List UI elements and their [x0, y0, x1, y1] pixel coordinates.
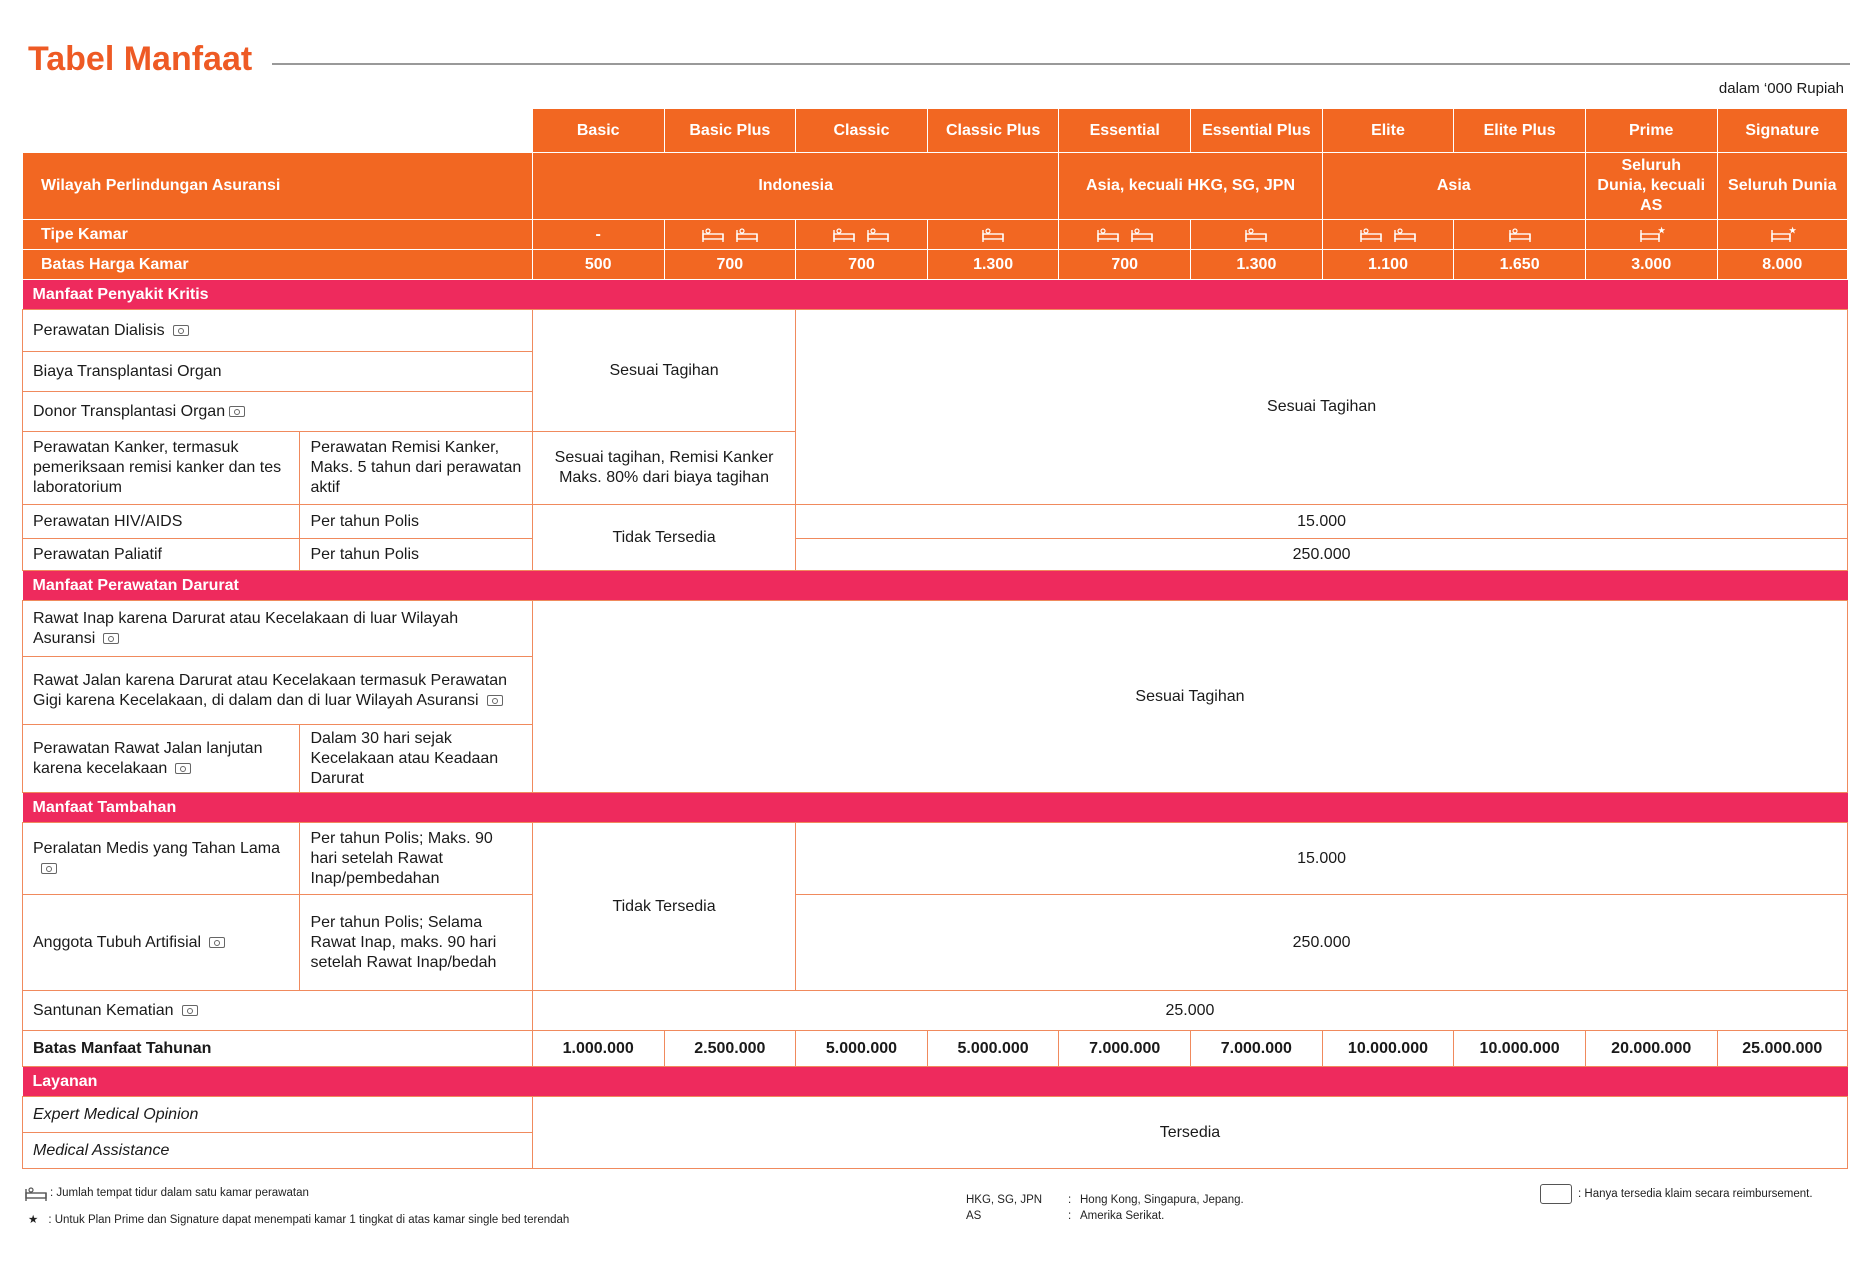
benefit-label — [23, 657, 533, 725]
tipe-kamar-row — [23, 220, 1848, 250]
benefit-value: Sesuai Tagihan — [796, 310, 1848, 505]
plan-header: Prime — [1585, 109, 1717, 153]
plan-header: Basic Plus — [664, 109, 796, 153]
service-label: Medical Assistance — [23, 1133, 533, 1169]
table-row — [23, 991, 1848, 1031]
benefit-label: Biaya Transplantasi Organ — [23, 352, 533, 392]
room-icons — [1059, 220, 1191, 250]
footnote-bed — [24, 1186, 309, 1200]
benefit-value: Tidak Tersedia — [532, 823, 795, 991]
annual-limit-row — [23, 1031, 1848, 1067]
title-divider — [272, 63, 1850, 65]
wilayah-value: Asia — [1322, 153, 1585, 220]
footnote-reimbursement — [1540, 1184, 1813, 1204]
harga-value: 1.300 — [1191, 250, 1323, 280]
table-row — [23, 539, 1848, 571]
harga-value: 700 — [1059, 250, 1191, 280]
service-value: Tersedia — [532, 1097, 1847, 1169]
benefit-text: Rawat Inap karena Darurat atau Kecelakaan di luar Wilayah Asuransi — [33, 609, 459, 647]
abbr-value: Hong Kong, Singapura, Jepang. — [1080, 1194, 1244, 1206]
plan-header-row — [23, 109, 1848, 153]
bed-icon — [701, 227, 725, 241]
svg-text:★: ★ — [1658, 226, 1666, 236]
benefit-label — [23, 823, 300, 895]
reimbursement-icon — [103, 633, 119, 644]
service-label: Expert Medical Opinion — [23, 1097, 533, 1133]
plan-header: Essential Plus — [1191, 109, 1323, 153]
benefit-condition: Per tahun Polis; Selama Rawat Inap, maks. 90 hari setelah Rawat Inap/bedah — [300, 895, 532, 991]
page-title: Tabel Manfaat — [28, 40, 253, 78]
footnote-star — [28, 1212, 569, 1226]
wilayah-value: Indonesia — [532, 153, 1059, 220]
annual-limit-value: 25.000.000 — [1717, 1031, 1847, 1067]
footnote-text: : Jumlah tempat tidur dalam satu kamar perawatan — [50, 1187, 309, 1200]
reimbursement-icon — [209, 937, 225, 948]
annual-limit-value: 1.000.000 — [532, 1031, 664, 1067]
benefit-text: Perawatan Dialisis — [33, 321, 165, 339]
benefit-label: Perawatan HIV/AIDS — [23, 505, 300, 539]
wilayah-label: Wilayah Perlindungan Asuransi — [23, 153, 533, 220]
wilayah-value: Seluruh Dunia, kecuali AS — [1585, 153, 1717, 220]
bed-icon — [1508, 227, 1532, 241]
benefit-label — [23, 991, 533, 1031]
benefit-label — [23, 895, 300, 991]
section-header — [23, 793, 1848, 823]
harga-value: 1.300 — [927, 250, 1059, 280]
room-icons — [1322, 220, 1454, 250]
annual-limit-value: 20.000.000 — [1585, 1031, 1717, 1067]
section-header — [23, 1067, 1848, 1097]
benefit-condition: Per tahun Polis — [300, 505, 532, 539]
footnote-text: : Untuk Plan Prime dan Signature dapat menempati kamar 1 tingkat di atas kamar single bed terendah — [48, 1214, 570, 1226]
annual-limit-value: 7.000.000 — [1191, 1031, 1323, 1067]
plan-header: Signature — [1717, 109, 1847, 153]
section-header — [23, 280, 1848, 310]
benefit-value: 250.000 — [796, 895, 1848, 991]
room-icons — [796, 220, 928, 250]
benefit-condition: Per tahun Polis; Maks. 90 hari setelah Rawat Inap/pembedahan — [300, 823, 532, 895]
annual-limit-value: 10.000.000 — [1454, 1031, 1586, 1067]
bed-icon — [981, 227, 1005, 241]
footnote-text: : Hanya tersedia klaim secara reimbursement. — [1578, 1188, 1813, 1201]
benefit-condition: Per tahun Polis — [300, 539, 532, 571]
abbr-key: HKG, SG, JPN — [966, 1194, 1043, 1206]
annual-limit-value: 2.500.000 — [664, 1031, 796, 1067]
plan-header: Basic — [532, 109, 664, 153]
reimbursement-icon — [487, 695, 503, 706]
star-icon: ★ — [28, 1214, 39, 1226]
plan-header: Classic Plus — [927, 109, 1059, 153]
harga-value: 500 — [532, 250, 664, 280]
room-icons — [927, 220, 1059, 250]
harga-value: 1.100 — [1322, 250, 1454, 280]
harga-value: 8.000 — [1717, 250, 1847, 280]
reimbursement-icon — [182, 1005, 198, 1016]
wilayah-row — [23, 153, 1848, 220]
bed-icon — [1393, 227, 1417, 241]
benefit-condition: Perawatan Remisi Kanker, Maks. 5 tahun dari perawatan aktif — [300, 432, 532, 505]
harga-value: 3.000 — [1585, 250, 1717, 280]
section-title: Manfaat Perawatan Darurat — [23, 571, 1848, 601]
benefit-label — [23, 392, 533, 432]
benefit-value: Sesuai Tagihan — [532, 310, 795, 432]
benefit-value: 25.000 — [532, 991, 1847, 1031]
reimbursement-icon — [175, 763, 191, 774]
benefit-label — [23, 310, 533, 352]
benefit-text: Donor Transplantasi Organ — [33, 402, 226, 420]
bed-icon — [1130, 227, 1154, 241]
room-icons — [1191, 220, 1323, 250]
harga-value: 1.650 — [1454, 250, 1586, 280]
table-row — [23, 1097, 1848, 1133]
benefit-label: Perawatan Paliatif — [23, 539, 300, 571]
plan-header: Elite — [1322, 109, 1454, 153]
benefit-value: 250.000 — [796, 539, 1848, 571]
tipe-kamar-value: - — [532, 220, 664, 250]
benefit-text: Perawatan Rawat Jalan lanjutan karena kecelakaan — [33, 739, 263, 777]
table-row — [23, 823, 1848, 895]
abbr-value: Amerika Serikat. — [1080, 1210, 1165, 1222]
harga-value: 700 — [796, 250, 928, 280]
room-icons — [1454, 220, 1586, 250]
benefit-text: Santunan Kematian — [33, 1001, 174, 1019]
wilayah-value: Asia, kecuali HKG, SG, JPN — [1059, 153, 1322, 220]
annual-limit-value: 10.000.000 — [1322, 1031, 1454, 1067]
reimbursement-icon — [41, 863, 57, 874]
reimbursement-icon — [229, 406, 245, 417]
harga-kamar-label: Batas Harga Kamar — [23, 250, 533, 280]
svg-text:★: ★ — [1789, 226, 1797, 236]
section-title: Layanan — [23, 1067, 1848, 1097]
bed-icon — [1359, 227, 1383, 241]
bed-star-icon — [1639, 226, 1666, 241]
annual-limit-value: 5.000.000 — [927, 1031, 1059, 1067]
tipe-kamar-label: Tipe Kamar — [23, 220, 533, 250]
reimbursement-icon — [173, 325, 189, 336]
wilayah-value: Seluruh Dunia — [1717, 153, 1847, 220]
benefit-value: 15.000 — [796, 505, 1848, 539]
room-icons — [1585, 220, 1717, 250]
table-row — [23, 505, 1848, 539]
bed-icon — [832, 227, 856, 241]
benefit-label: Perawatan Kanker, termasuk pemeriksaan remisi kanker dan tes laboratorium — [23, 432, 300, 505]
benefit-value: Sesuai Tagihan — [532, 601, 1847, 793]
section-header — [23, 571, 1848, 601]
room-icons — [1717, 220, 1847, 250]
annual-limit-value: 7.000.000 — [1059, 1031, 1191, 1067]
benefit-value: Tidak Tersedia — [532, 505, 795, 571]
abbr-key: AS — [966, 1210, 982, 1222]
room-icons — [664, 220, 796, 250]
bed-icon — [866, 227, 890, 241]
table-row — [23, 601, 1848, 657]
benefit-table — [22, 108, 1848, 1169]
benefit-value: Sesuai tagihan, Remisi Kanker Maks. 80% dari biaya tagihan — [532, 432, 795, 505]
benefit-text: Peralatan Medis yang Tahan Lama — [33, 839, 280, 857]
harga-kamar-row — [23, 250, 1848, 280]
bed-icon — [1244, 227, 1268, 241]
benefit-label — [23, 601, 533, 657]
bed-icon — [735, 227, 759, 241]
table-row — [23, 895, 1848, 991]
benefit-text: Rawat Jalan karena Darurat atau Kecelakaan termasuk Perawatan Gigi karena Kecelakaan, di dalam dan di luar Wilayah Asuransi — [33, 671, 508, 709]
benefit-label — [23, 725, 300, 793]
plan-header: Classic — [796, 109, 928, 153]
annual-limit-value: 5.000.000 — [796, 1031, 928, 1067]
annual-limit-label: Batas Manfaat Tahunan — [23, 1031, 533, 1067]
bed-icon — [24, 1186, 48, 1200]
benefit-value: 15.000 — [796, 823, 1848, 895]
section-title: Manfaat Penyakit Kritis — [23, 280, 1848, 310]
table-row — [23, 310, 1848, 352]
abbr-sep: : — [1068, 1210, 1072, 1222]
reimbursement-icon — [1540, 1184, 1572, 1204]
bed-icon — [1096, 227, 1120, 241]
plan-header: Elite Plus — [1454, 109, 1586, 153]
benefit-text: Anggota Tubuh Artifisial — [33, 933, 202, 951]
bed-star-icon — [1770, 226, 1797, 241]
plan-header: Essential — [1059, 109, 1191, 153]
harga-value: 700 — [664, 250, 796, 280]
benefit-condition: Dalam 30 hari sejak Kecelakaan atau Keadaan Darurat — [300, 725, 532, 793]
abbr-sep: : — [1068, 1194, 1072, 1206]
unit-note: dalam ‘000 Rupiah — [1718, 80, 1844, 97]
section-title: Manfaat Tambahan — [23, 793, 1848, 823]
